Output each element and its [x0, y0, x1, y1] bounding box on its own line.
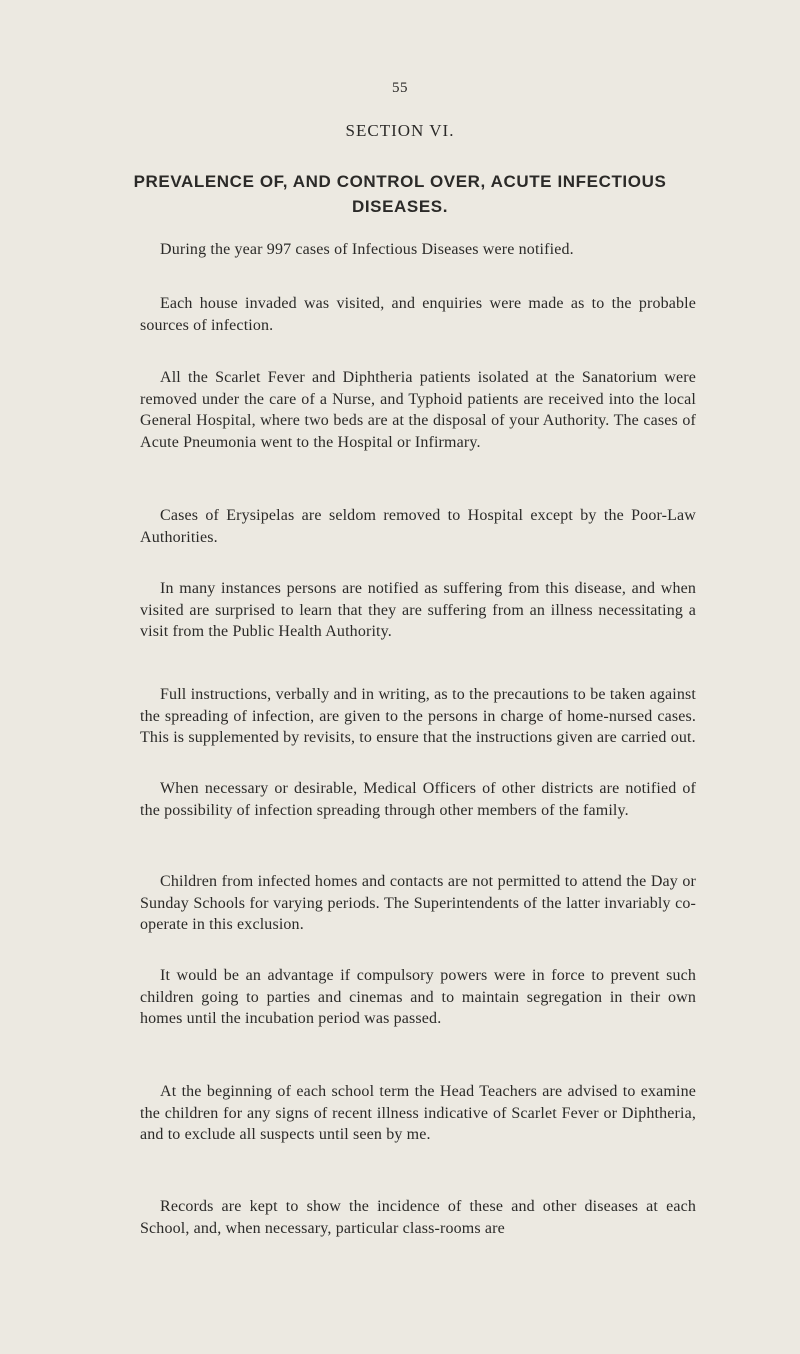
- paragraph-records: Records are kept to show the incidence of these and other diseases at each School, and, when necessary, particular class-rooms are: [140, 1198, 696, 1237]
- paragraph-school-exclusion: Children from infected homes and contacts are not permitted to attend the Day or Sunday Schools for varying periods. The Superintendents of the latter invariably co-operate in this exclusion.: [140, 873, 696, 933]
- section-title: SECTION VI.: [345, 121, 455, 140]
- page-number: 55: [392, 80, 408, 96]
- paragraph-sanatorium: All the Scarlet Fever and Diphtheria patients isolated at the Sanatorium were removed under the care of a Nurse, and Typhoid patients are received into the local General Hospital, where two beds are at the disposal of your Authority. The cases of Acute Pneumonia went to the Hospital or Infirmary.: [140, 369, 696, 451]
- paragraph-head-teachers: At the beginning of each school term the Head Teachers are advised to examine the children for any signs of recent illness indicative of Scarlet Fever or Diphtheria, and to exclude all suspects until seen by me.: [140, 1083, 696, 1143]
- paragraph-notification-surprise: In many instances persons are notified as suffering from this disease, and when visited are surprised to learn that they are suffering from an illness necessitating a visit from the Public Health Authority.: [140, 580, 696, 640]
- paragraph-house-visits: Each house invaded was visited, and enquiries were made as to the probable sources of infection.: [140, 295, 696, 334]
- paragraph-erysipelas: Cases of Erysipelas are seldom removed to Hospital except by the Poor-Law Authorities.: [140, 507, 696, 546]
- paragraph-medical-officers: When necessary or desirable, Medical Officers of other districts are notified of the possibility of infection spreading through other members of the family.: [140, 780, 696, 819]
- paragraph-notified-cases: During the year 997 cases of Infectious Diseases were notified.: [160, 241, 574, 258]
- page-heading: PREVALENCE OF, AND CONTROL OVER, ACUTE INFECTIOUS DISEASES.: [133, 172, 667, 216]
- paragraph-instructions: Full instructions, verbally and in writing, as to the precautions to be taken against the spreading of infection, are given to the persons in charge of home-nursed cases. This is supplemented by revisits, to ensure that the instructions given are carried out.: [140, 686, 696, 746]
- paragraph-compulsory-powers: It would be an advantage if compulsory powers were in force to prevent such children going to parties and cinemas and to maintain segregation in their own homes until the incubation period was passed.: [140, 967, 696, 1027]
